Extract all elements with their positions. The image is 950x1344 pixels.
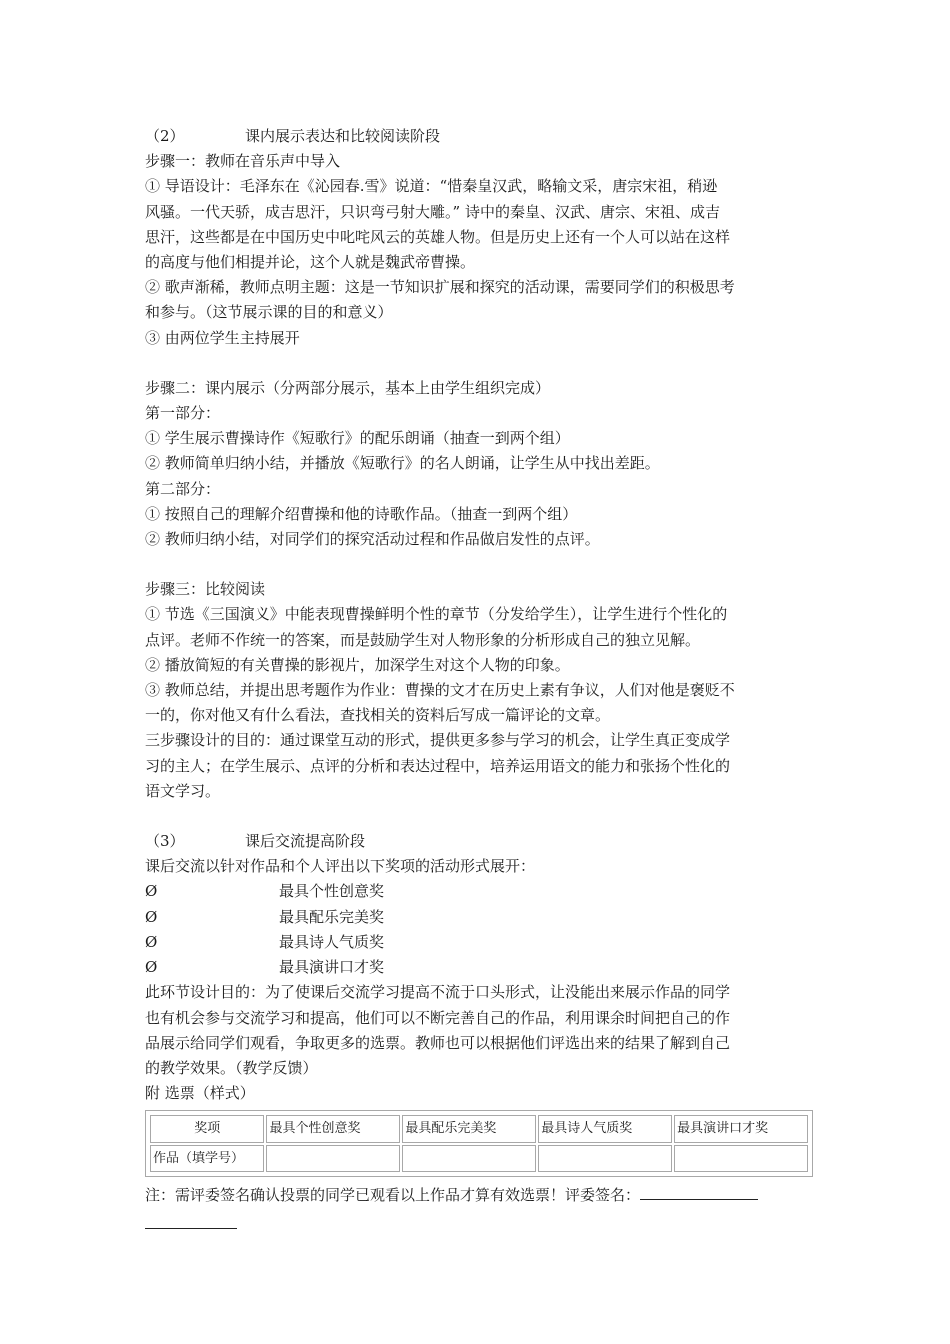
step-1-line: 的高度与他们相提并论，这个人就是魏武帝曹操。 bbox=[145, 253, 476, 272]
step-2-line: ① 按照自己的理解介绍曹操和他的诗歌作品。（抽查一到两个组） bbox=[145, 504, 578, 523]
step-1-line: ③ 由两位学生主持展开 bbox=[145, 328, 300, 347]
award-name: 最具诗人气质奖 bbox=[279, 932, 385, 951]
ballot-entry-cell[interactable] bbox=[674, 1145, 808, 1172]
step-3-line: 一的，你对他又有什么看法，查找相关的资料后写成一篇评论的文章。 bbox=[145, 706, 611, 725]
ballot-row-label: 作品（填学号） bbox=[150, 1145, 264, 1172]
spacer bbox=[145, 351, 815, 376]
award-item bbox=[145, 930, 815, 955]
section-3-purpose-line: 的教学效果。（教学反馈） bbox=[145, 1058, 318, 1077]
ballot-table bbox=[148, 1113, 810, 1173]
award-item bbox=[145, 905, 815, 930]
bullet-icon: Ø bbox=[145, 882, 158, 901]
ballot-header-cell: 最具配乐完美奖 bbox=[402, 1115, 536, 1142]
step-2-line: ① 学生展示曹操诗作《短歌行》的配乐朗诵（抽查一到两个组） bbox=[145, 429, 570, 448]
ballot-entry-cell[interactable] bbox=[266, 1145, 400, 1172]
step-3-heading: 步骤三：比较阅读 bbox=[145, 580, 266, 599]
ballot-header-cell: 最具演讲口才奖 bbox=[674, 1115, 808, 1142]
ballot-entry-row bbox=[150, 1145, 808, 1172]
ballot-entry-cell[interactable] bbox=[538, 1145, 672, 1172]
step-2-part-1-label: 第一部分： bbox=[145, 404, 221, 423]
bullet-icon: Ø bbox=[145, 907, 158, 926]
award-name: 最具演讲口才奖 bbox=[279, 958, 385, 977]
step-3-line: ② 播放简短的有关曹操的影视片，加深学生对这个人物的印象。 bbox=[145, 655, 570, 674]
step-1-line: ① 导语设计：毛泽东在《沁园春.雪》说道：“惜秦皇汉武，略输文采，唐宗宋祖，稍逊 bbox=[145, 177, 718, 196]
section-2-title: 课内展示表达和比较阅读阶段 bbox=[245, 127, 441, 145]
signature-note bbox=[145, 1183, 815, 1208]
signature-line[interactable] bbox=[640, 1185, 758, 1200]
step-3-purpose-line: 语文学习。 bbox=[145, 781, 221, 800]
section-2-heading bbox=[145, 124, 815, 149]
bullet-icon: Ø bbox=[145, 932, 158, 951]
step-3-purpose-line: 三步骤设计的目的：通过课堂互动的形式，提供更多参与学习的机会，让学生真正变成学 bbox=[145, 731, 731, 750]
step-1-line: 思汗，这些都是在中国历史中叱咤风云的英雄人物。但是历史上还有一个人可以站在这样 bbox=[145, 227, 731, 246]
step-2-part-2-label: 第二部分： bbox=[145, 479, 221, 498]
step-2-heading: 步骤二：课内展示（分两部分展示，基本上由学生组织完成） bbox=[145, 378, 551, 397]
award-item bbox=[145, 879, 815, 904]
ballot-header-cell: 奖项 bbox=[150, 1115, 264, 1142]
section-3-title: 课后交流提高阶段 bbox=[245, 832, 366, 851]
ballot-table-frame bbox=[145, 1110, 813, 1176]
section-2-number: （2） bbox=[145, 127, 185, 145]
signature-note-text: 注：需评委签名确认投票的同学已观看以上作品才算有效选票！评委签名： bbox=[145, 1185, 641, 1204]
award-item bbox=[145, 955, 815, 980]
step-2-line: ② 教师简单归纳小结，并播放《短歌行》的名人朗诵，让学生从中找出差距。 bbox=[145, 454, 660, 473]
spacer bbox=[145, 804, 815, 829]
step-3-line: 点评。老师不作统一的答案，而是鼓励学生对人物形象的分析形成自己的独立见解。 bbox=[145, 630, 701, 649]
section-3-purpose-line: 品展示给同学们观看，争取更多的选票。教师也可以根据他们评选出来的结果了解到自己 bbox=[145, 1033, 731, 1052]
section-3-intro: 课后交流以针对作品和个人评出以下奖项的活动形式展开： bbox=[145, 857, 536, 876]
ballot-entry-cell[interactable] bbox=[402, 1145, 536, 1172]
step-3-purpose-line: 习的主人；在学生展示、点评的分析和表达过程中，培养运用语文的能力和张扬个性化的 bbox=[145, 756, 731, 775]
step-1-line: 和参与。（这节展示课的目的和意义） bbox=[145, 303, 393, 322]
ballot-header-cell: 最具个性创意奖 bbox=[266, 1115, 400, 1142]
spacer bbox=[145, 552, 815, 577]
bullet-icon: Ø bbox=[145, 958, 158, 977]
step-1-line: 风骚。一代天骄，成吉思汗，只识弯弓射大雕。” 诗中的秦皇、汉武、唐宗、宋祖、成吉 bbox=[145, 202, 720, 221]
document-body bbox=[145, 124, 815, 1229]
step-3-line: ① 节选《三国演义》中能表现曹操鲜明个性的章节（分发给学生），让学生进行个性化的 bbox=[145, 605, 728, 624]
section-3-purpose-line: 此环节设计目的：为了使课后交流学习提高不流于口头形式，让没能出来展示作品的同学 bbox=[145, 983, 731, 1002]
section-3-number: （3） bbox=[145, 832, 185, 851]
award-name: 最具个性创意奖 bbox=[279, 882, 385, 901]
step-1-line: ② 歌声渐稀，教师点明主题：这是一节知识扩展和探究的活动课，需要同学们的积极思考 bbox=[145, 278, 735, 297]
signature-line-continued[interactable] bbox=[145, 1214, 237, 1229]
step-1-heading: 步骤一：教师在音乐声中导入 bbox=[145, 152, 341, 171]
step-2-line: ② 教师归纳小结，对同学们的探究活动过程和作品做启发性的点评。 bbox=[145, 530, 600, 549]
section-3-heading bbox=[145, 829, 815, 854]
ballot-header-row bbox=[150, 1115, 808, 1142]
section-3-purpose-line: 也有机会参与交流学习和提高，他们可以不断完善自己的作品，利用课余时间把自己的作 bbox=[145, 1008, 731, 1027]
ballot-header-cell: 最具诗人气质奖 bbox=[538, 1115, 672, 1142]
ballot-caption: 附 选票（样式） bbox=[145, 1084, 255, 1103]
step-3-line: ③ 教师总结，并提出思考题作为作业：曹操的文才在历史上素有争议，人们对他是褒贬不 bbox=[145, 681, 735, 700]
award-name: 最具配乐完美奖 bbox=[279, 907, 385, 926]
